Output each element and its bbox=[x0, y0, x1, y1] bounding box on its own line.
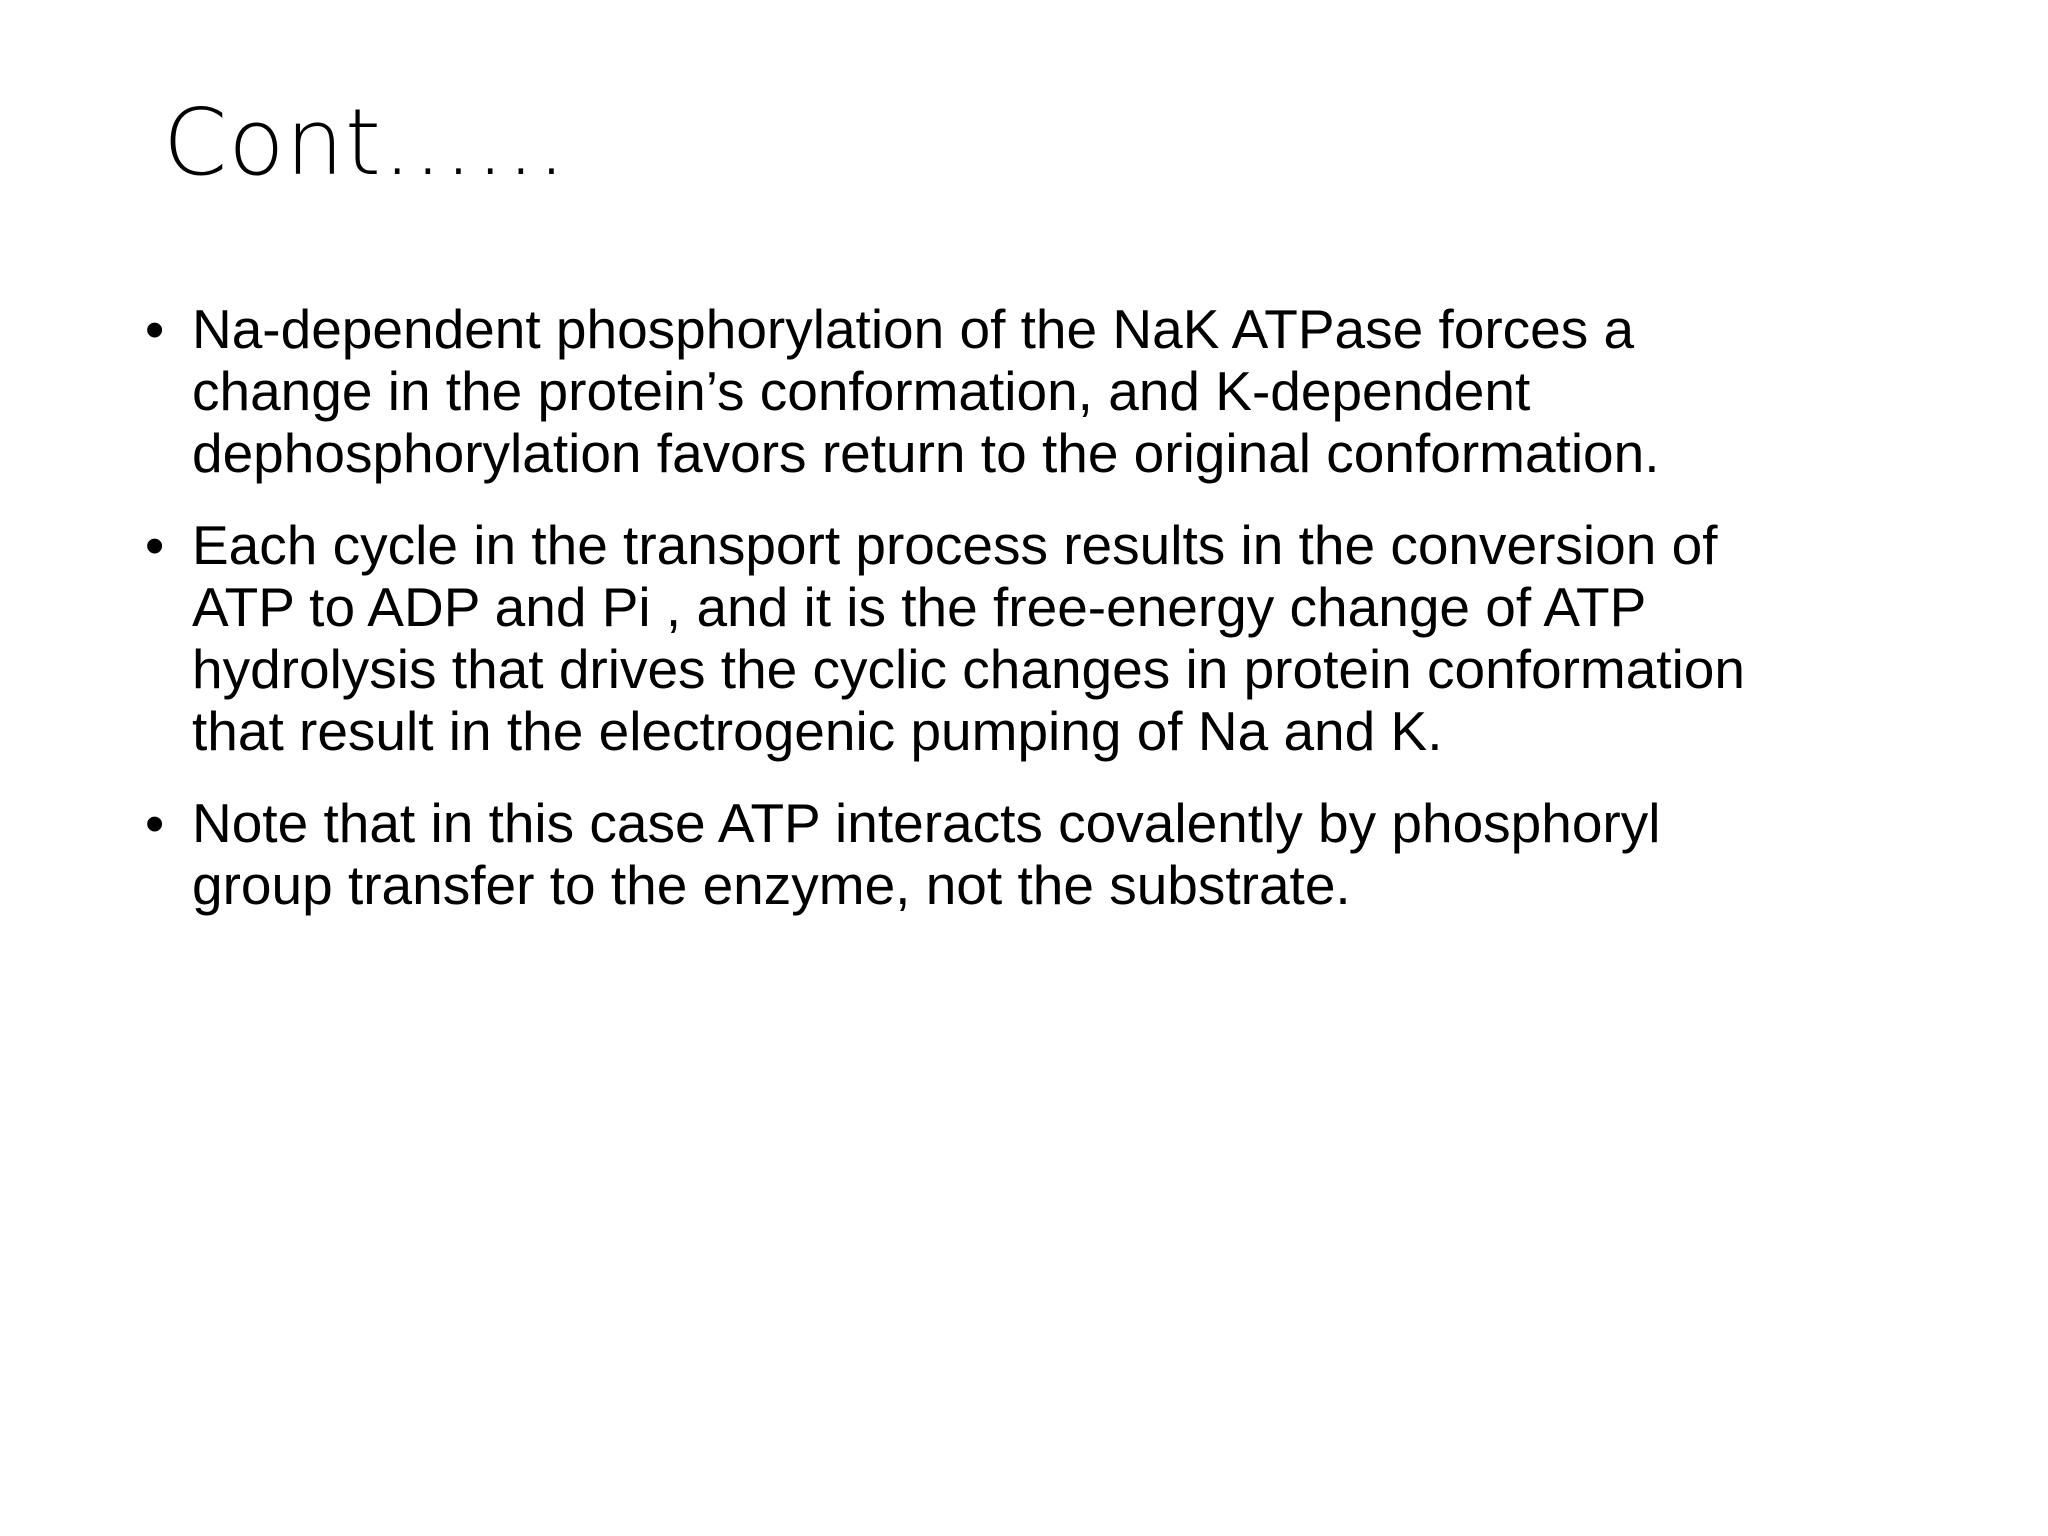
bullet-item-2 bbox=[140, 514, 1920, 762]
bullet-marker: • bbox=[145, 298, 165, 360]
bullet-line: dephosphorylation favors return to the original conformation. bbox=[192, 422, 1660, 484]
bullet-marker: • bbox=[145, 792, 165, 854]
bullet-line: that result in the electrogenic pumping of Na and K. bbox=[192, 700, 1443, 762]
bullet-line: ATP to ADP and Pi , and it is the free-energy change of ATP bbox=[192, 576, 1647, 638]
bullet-line: change in the protein’s conformation, and K-dependent bbox=[192, 360, 1531, 422]
bullet-line: Note that in this case ATP interacts covalently by phosphoryl bbox=[192, 792, 1661, 854]
bullet-item-3 bbox=[140, 792, 1920, 916]
bullet-item-1 bbox=[140, 298, 1920, 484]
bullet-marker: • bbox=[145, 514, 165, 576]
bullet-list bbox=[140, 298, 1920, 946]
bullet-line: Each cycle in the transport process results in the conversion of bbox=[192, 514, 1718, 576]
bullet-line: group transfer to the enzyme, not the substrate. bbox=[192, 854, 1351, 916]
bullet-line: hydrolysis that drives the cyclic changes in protein conformation bbox=[192, 638, 1745, 700]
bullet-line: Na-dependent phosphorylation of the NaK ATPase forces a bbox=[192, 298, 1635, 360]
slide-title: Cont…… bbox=[163, 89, 568, 196]
